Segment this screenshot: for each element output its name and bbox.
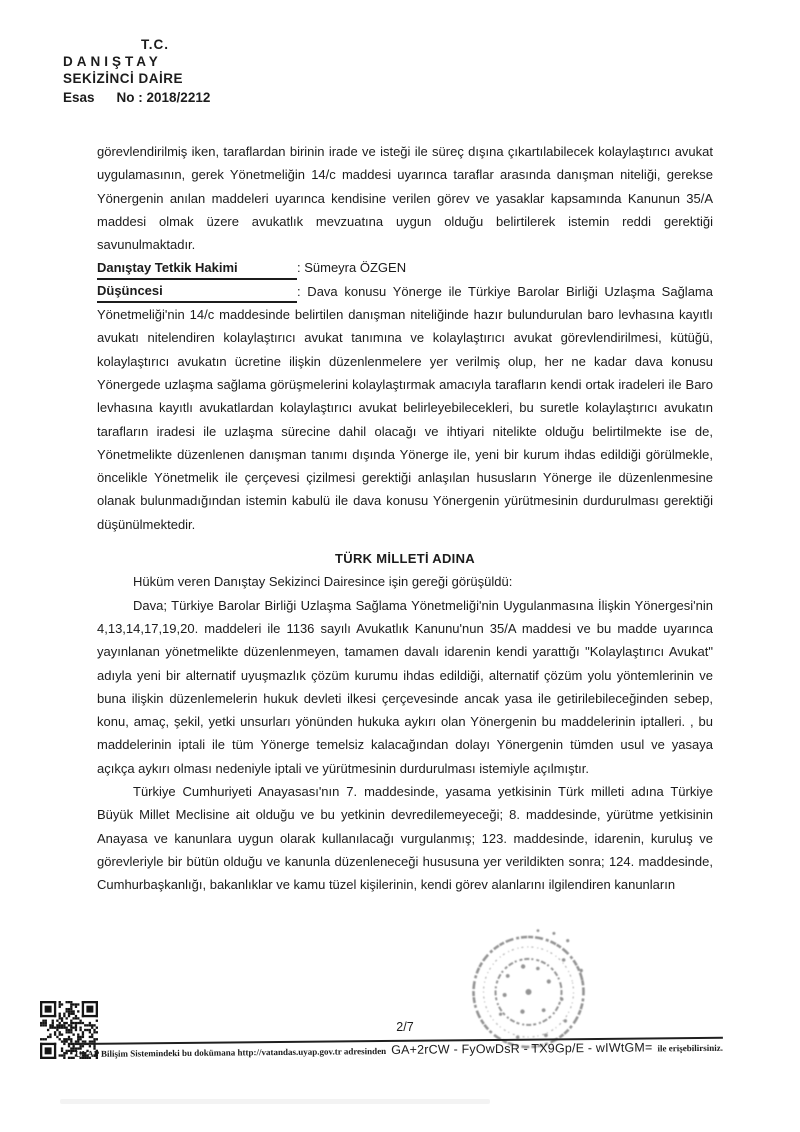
rapporteur-judge-row bbox=[97, 256, 713, 279]
paragraph-case-description: Dava; Türkiye Barolar Birliği Uzlaşma Sağlama Yönetmeliği'nin Uygulanmasına İlişkin Yönergesi'nin 4,13,14,17,19,20. maddeleri ile 1136 sayılı Avukatlık Kanunu'nun 35/A maddesi ve bu madde uyarınca yayınlanan yönetmelikte düzenlenmeyen, tamamen davalı idarenin kendi yarattığı "Kolaylaştırıcı Avukat" adıyla yeni bir alternatif uyuşmazlık çözüm kurumu ihdas edildiği, alternatif çözüm yolu yöntemlerinin ve buna ilişkin düzenlemelerin hukuk devleti ilkesi çerçevesinde ancak yasa ile getirilebileceğinden sebep, konu, amaç, şekil, yetki unsurları yönünden hukuka aykırı olan Yönergenin bu maddelerinin iptalleri. , bu maddelerinin iptali ile tüm Yönerge temelsiz kalacağından dolayı Yönergenin tümden usul ve yasaya açıkça aykırı olması nedeniyle iptali ve yürütmesinin durdurulması istemiyle açılmıştır. bbox=[97, 597, 713, 776]
rapporteur-judge-label: Danıştay Tetkik Hakimi bbox=[97, 258, 297, 280]
header-country: T.C. bbox=[141, 37, 170, 52]
header-chamber: SEKİZİNCİ DAİRE bbox=[63, 71, 184, 86]
paragraph-constitution-articles: Türkiye Cumhuriyeti Anayasası'nın 7. maddesinde, yasama yetkisinin Türk milleti adına Türkiye Büyük Millet Meclisine ait olduğu ve bu yetkinin devredilemeyeceği; 8. maddesinde, yürütme yetkisinin Anayasa ve kanunlara uygun olarak kullanılacağı vurgulanmış; 123. maddesinde, idarenin, kuruluş ve görevleriyle bir bütün olduğu ve kanunla düzenleneceği hususuna yer verildikten sonra; 124. maddesinde, Cumhurbaşkanlığı, bakanlıklar ve kamu tüzel kişilerinin, kendi görev alanlarını ilgilendiren kanunların bbox=[97, 784, 713, 893]
case-number-label: Esas bbox=[63, 90, 95, 105]
uyap-footer-suffix: ile erişebilirsiniz. bbox=[657, 1042, 724, 1054]
opinion-text: : Dava konusu Yönerge ile Türkiye Barolar Birliği Uzlaşma Sağlama Yönetmeliği'nin 14/c maddesinde belirtilen danışman niteliğinde hazır bulundurulan baro levhasına kayıtlı avukatı nitelendiren kolaylaştırıcı avukat tanımına ve kolaylaştırıcı avukat görevlendirilmesi, kütüğü, kolaylaştırıcı avukatın ücretine ilişkin düzenlenmelere yer verilmiş olup, her ne kadar dava konusu Yönergede uzlaşma sağlama görüşmelerini kolaylaştırmak amacıyla tarafların kendi ortak iradeleri ile Baro levhasına kayıtlı avukatlardan kolaylaştırıcı avukat belirleyebilecekleri, bu suretle kolaylaştırıcı avukatın tarafların iradesi ile uzlaşma sürecine dahil olacağı ve ihtiyari nitelikte olduğu belirtilmekte ise de, Yönetmelikte düzenlenen danışman tanımı dışında Yönerge ile, yeni bir kurum ihdas edildiği görülmekle, öncelikle Yönetmelik ile çerçevesi çizilmesi gerektiği anlaşılan hususların Yönerge ile düzenlenmesine olanak bulunmadığından istemin kabulü ile dava konusu Yönergenin yürütmesinin durdurulması gerektiği düşünülmektedir. bbox=[97, 283, 713, 532]
case-number-row bbox=[63, 89, 323, 106]
page-number: 2/7 bbox=[396, 1020, 414, 1034]
section-heading-turk-milleti-adina: TÜRK MİLLETİ ADINA bbox=[335, 551, 475, 567]
opinion-label: Düşüncesi bbox=[97, 281, 297, 303]
rapporteur-judge-value: : Sümeyra ÖZGEN bbox=[297, 260, 407, 276]
document-header bbox=[63, 36, 323, 106]
header-court-name: DANIŞTAY bbox=[63, 54, 162, 69]
scan-smudge-artifact bbox=[60, 1099, 490, 1104]
paragraph-opinion bbox=[97, 280, 713, 536]
uyap-verification-code: GA+2rCW - FyOwDsR - TX9Gp/E - wIWtGM= bbox=[391, 1040, 653, 1057]
paragraph-ruling-intro: Hüküm veren Danıştay Sekizinci Dairesince işin gereği görüşüldü: bbox=[133, 574, 513, 590]
case-number-value: No : 2018/2212 bbox=[116, 90, 211, 105]
document-body bbox=[97, 140, 713, 897]
paragraph-defense-summary: görevlendirilmiş iken, taraflardan birinin irade ve isteği ile süreç dışına çıkartılabilecek kolaylaştırıcı avukat uygulamasının, gerek Yönetmeliğin 14/c maddesi uyarınca taraflar arasında danışman niteliği, gerekse Yönergenin anılan maddeleri uyarınca kendisine verilen görev ve yasaklar kapsamında Kanunun 35/A maddesi olmak üzere avukatlık mevzuatına uygun olduğu belirtilerek istemin reddi gerektiği savunulmaktadır. bbox=[97, 144, 713, 253]
uyap-footer-prefix: UYAP Bilişim Sistemindeki bu dokümana http://vatandas.uyap.gov.tr adresinden bbox=[74, 1046, 387, 1059]
uyap-footer bbox=[75, 1037, 723, 1060]
